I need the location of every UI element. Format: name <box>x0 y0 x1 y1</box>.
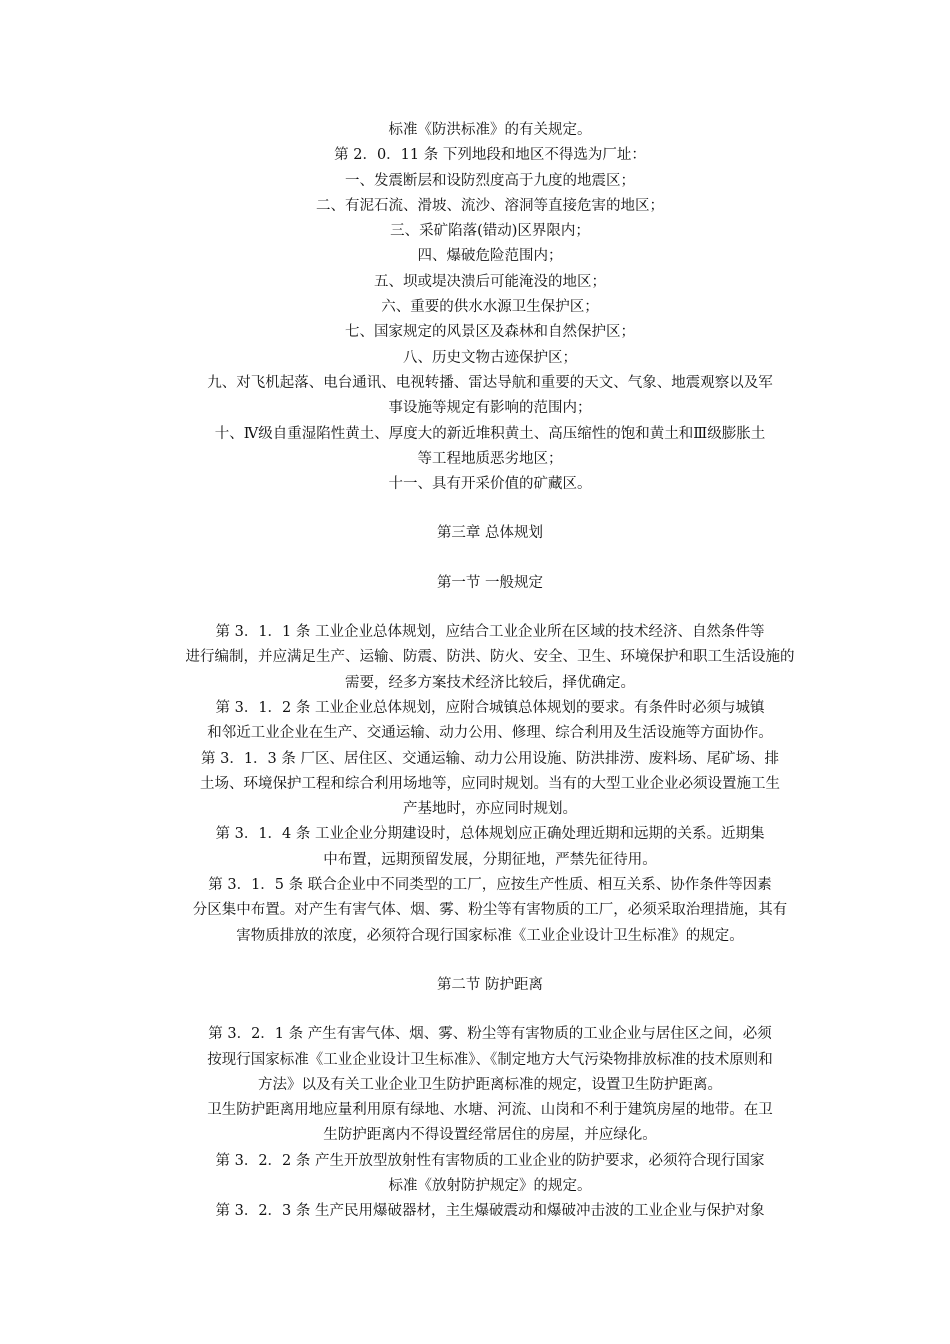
text-line: 第 3．1．4 条 工业企业分期建设时，总体规划应正确处理近期和远期的关系。近期集 <box>215 826 765 843</box>
list-item: 六、重要的供水水源卫生保护区； <box>381 299 599 316</box>
text-line: 和邻近工业企业在生产、交通运输、动力公用、修理、综合利用及生活设施等方面协作。 <box>207 725 773 742</box>
list-item: 三、采矿陷落(错动)区界限内； <box>390 223 590 240</box>
list-item: 五、坝或堤决溃后可能淹没的地区； <box>374 273 606 290</box>
text-line: 标准《防洪标准》的有关规定。 <box>388 122 592 138</box>
text-line: 第 3．2．3 条 生产民用爆破器材，主生爆破震动和爆破冲击波的工业企业与保护对象 <box>215 1203 765 1220</box>
list-item: 一、发震断层和设防烈度高于九度的地震区； <box>345 172 635 189</box>
chapter-title: 第三章 总体规划 <box>436 525 544 542</box>
text-line: 标准《放射防护规定》的规定。 <box>388 1177 592 1194</box>
list-item-cont: 等工程地质恶劣地区； <box>417 450 563 467</box>
top-list <box>172 118 808 497</box>
text-line: 生防护距离内不得设置经常居住的房屋，并应绿化。 <box>323 1127 657 1144</box>
text-line: 按现行国家标准《工业企业设计卫生标准》、《制定地方大气污染物排放标准的技术原则和 <box>207 1051 773 1068</box>
section-title-2: 第二节 防护距离 <box>436 976 544 993</box>
text-line: 第 3．1．2 条 工业企业总体规划，应附合城镇总体规划的要求。有条件时必须与城镇 <box>215 699 765 716</box>
text-line: 分区集中布置。对产生有害气体、烟、雾、粉尘等有害物质的工厂，必须采取治理措施，其有 <box>192 902 788 919</box>
section-2-body <box>172 1022 808 1224</box>
list-item: 四、爆破危险范围内； <box>417 248 563 265</box>
list-item: 十、Ⅳ级自重湿陷性黄土、厚度大的新近堆积黄土、高压缩性的饱和黄土和Ⅲ级膨胀土 <box>214 425 766 442</box>
text-line: 卫生防护距离用地应量利用原有绿地、水塘、河流、山岗和不利于建筑房屋的地带。在卫 <box>207 1102 773 1119</box>
text-line: 进行编制，并应满足生产、运输、防震、防洪、防火、安全、卫生、环境保护和职工生活设施的 <box>185 649 795 666</box>
text-line: 第 3．1．1 条 工业企业总体规划，应结合工业企业所在区域的技术经济、自然条件等 <box>215 624 765 641</box>
text-line: 第 3．2．2 条 产生开放型放射性有害物质的工业企业的防护要求，必须符合现行国家 <box>215 1152 765 1169</box>
text-line: 第 3．1．3 条 厂区、居住区、交通运输、动力公用设施、防洪排涝、废料场、尾矿场、排 <box>201 750 779 767</box>
text-line: 土场、环境保护工程和综合利用场地等，应同时规划。当有的大型工业企业必须设置施工生 <box>200 775 780 792</box>
text-line: 中布置，远期预留发展，分期征地，严禁先征待用。 <box>323 851 657 868</box>
list-item: 十一、具有开采价值的矿藏区。 <box>388 476 592 493</box>
text-line: 方法》以及有关工业企业卫生防护距离标准的规定，设置卫生防护距离。 <box>258 1076 722 1093</box>
document-page <box>172 118 808 1225</box>
section-1-body <box>172 620 808 949</box>
list-item-cont: 事设施等规定有影响的范围内； <box>388 400 592 417</box>
list-item: 二、有泥石流、滑坡、流沙、溶洞等直接危害的地区； <box>316 197 664 214</box>
text-line: 第 3．2．1 条 产生有害气体、烟、雾、粉尘等有害物质的工业企业与居住区之间，必须 <box>208 1026 772 1043</box>
text-line: 需要，经多方案技术经济比较后，择优确定。 <box>345 674 635 691</box>
list-item: 七、国家规定的风景区及森林和自然保护区； <box>345 324 635 341</box>
list-item: 九、对飞机起落、电台通讯、电视转播、雷达导航和重要的天文、气象、地震观察以及军 <box>207 374 773 391</box>
text-line: 第 3．1．5 条 联合企业中不同类型的工厂，应按生产性质、相互关系、协作条件等因素 <box>208 877 772 894</box>
section-title-1: 第一节 一般规定 <box>436 574 544 591</box>
clause-2-0-11: 第 2．0．11 条 下列地段和地区不得选为厂址： <box>334 147 646 164</box>
text-line: 产基地时，亦应同时规划。 <box>403 801 577 818</box>
list-item: 八、历史文物古迹保护区； <box>403 349 577 366</box>
text-line: 害物质排放的浓度，必须符合现行国家标准《工业企业设计卫生标准》的规定。 <box>236 927 744 944</box>
